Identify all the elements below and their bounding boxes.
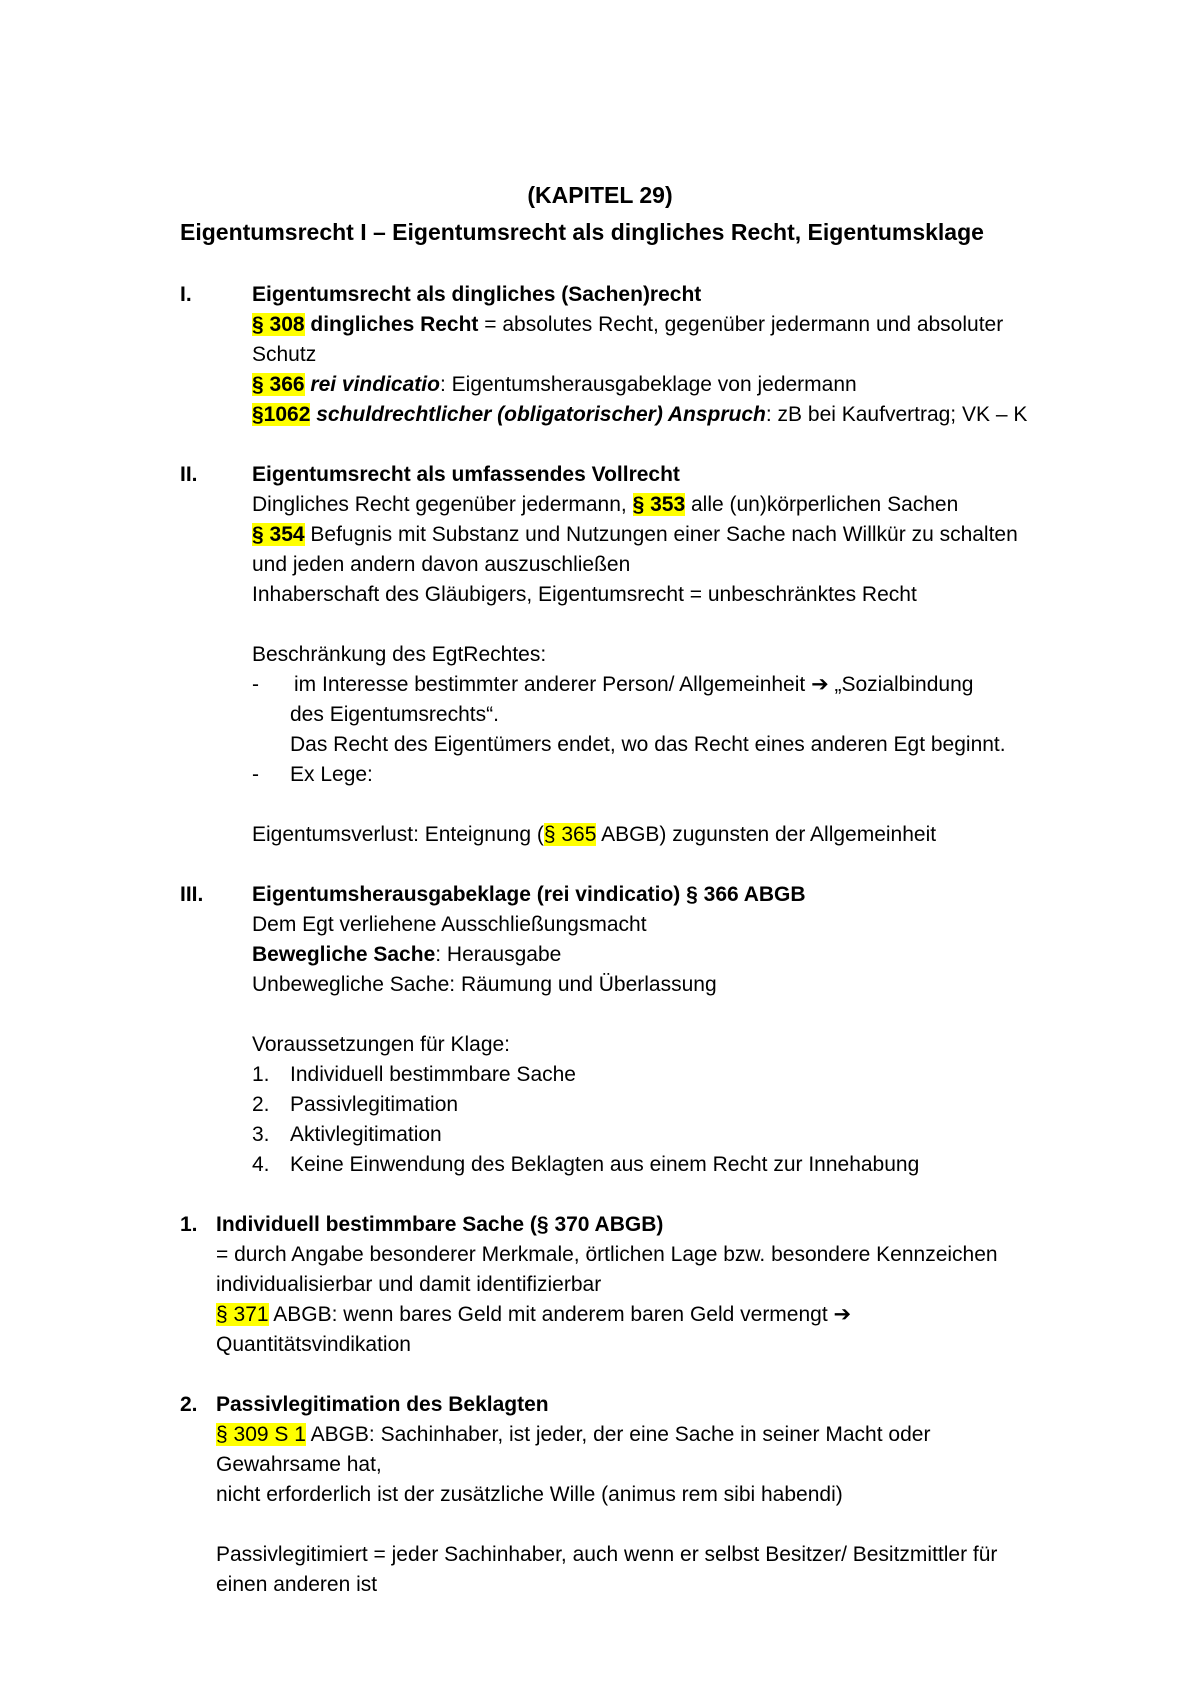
paragraph-line: Unbewegliche Sache: Räumung und Überlassung [252, 973, 717, 996]
section-heading: Eigentumsherausgabeklage (rei vindicatio) § 366 ABGB [252, 883, 806, 906]
list-item-number: 3. [252, 1123, 270, 1146]
paragraph-line [252, 820, 936, 850]
law-reference: §1062 [252, 403, 311, 426]
list-item: Aktivlegitimation [290, 1123, 442, 1146]
law-reference: § 365 [543, 823, 597, 846]
paragraph-line: individualisierbar und damit identifizierbar [216, 1273, 602, 1296]
bold-italic-term: schuldrechtlicher (obligatorischer) Anspruch [310, 403, 766, 426]
section-heading: Eigentumsrecht als dingliches (Sachen)recht [252, 283, 702, 306]
paragraph-line: Passivlegitimiert = jeder Sachinhaber, auch wenn er selbst Besitzer/ Besitzmittler für [216, 1543, 998, 1566]
line-text: ABGB: wenn bares Geld mit anderem baren Geld vermengt ➔ [268, 1303, 852, 1326]
list-item: Keine Einwendung des Beklagten aus einem Recht zur Innehabung [290, 1153, 920, 1176]
law-reference: § 308 [252, 313, 305, 336]
paragraph-line: = durch Angabe besonderer Merkmale, örtlichen Lage bzw. besondere Kennzeichen [216, 1243, 998, 1266]
bullet-text: des Eigentumsrechts“. [290, 703, 499, 726]
law-reference: § 353 [632, 493, 686, 516]
paragraph-line [252, 940, 561, 970]
list-item-number: 2. [252, 1093, 270, 1116]
paragraph-line [216, 1300, 851, 1330]
paragraph-line: Gewahrsame hat, [216, 1453, 382, 1476]
bold-term: dingliches Recht [304, 313, 479, 336]
paragraph-line [252, 400, 1027, 430]
paragraph-line: Schutz [252, 343, 317, 366]
bullet-text: im Interesse bestimmter anderer Person/ Allgemeinheit ➔ „Sozialbindung [294, 673, 974, 696]
paragraph-line: Dem Egt verliehene Ausschließungsmacht [252, 913, 647, 936]
bullet-dash: - [252, 673, 259, 696]
paragraph-line: einen anderen ist [216, 1573, 378, 1596]
bullet-dash: - [252, 763, 259, 786]
paragraph-line: Quantitätsvindikation [216, 1333, 411, 1356]
bullet-text: Das Recht des Eigentümers endet, wo das Recht eines anderen Egt beginnt. [290, 733, 1006, 756]
prerequisites-title: Voraussetzungen für Klage: [252, 1033, 511, 1056]
section-heading: Eigentumsrecht als umfassendes Vollrecht [252, 463, 680, 486]
document-title: Eigentumsrecht I – Eigentumsrecht als dingliches Recht, Eigentumsklage [180, 219, 984, 245]
law-reference: § 366 [252, 373, 305, 396]
line-text: : Herausgabe [435, 943, 562, 966]
paragraph-line: Inhaberschaft des Gläubigers, Eigentumsrecht = unbeschränktes Recht [252, 583, 917, 606]
line-text: ABGB: Sachinhaber, ist jeder, der eine Sache in seiner Macht oder [305, 1423, 931, 1446]
subsection-number: 2. [180, 1393, 198, 1416]
section-number: III. [180, 883, 204, 906]
law-reference: § 309 S 1 [216, 1423, 306, 1446]
section-number: II. [180, 463, 198, 486]
paragraph-line [252, 370, 857, 400]
bold-term: Bewegliche Sache [252, 943, 436, 966]
paragraph-line: und jeden andern davon auszuschließen [252, 553, 631, 576]
line-text: Dingliches Recht gegenüber jedermann, [252, 493, 633, 516]
list-item: Individuell bestimmbare Sache [290, 1063, 576, 1086]
line-text: : Eigentumsherausgabeklage von jedermann [439, 373, 857, 396]
line-text: = absolutes Recht, gegenüber jedermann und absoluter [478, 313, 1004, 336]
paragraph-line: nicht erforderlich ist der zusätzliche Wille (animus rem sibi habendi) [216, 1483, 843, 1506]
chapter-label: (KAPITEL 29) [527, 182, 673, 208]
paragraph-line [252, 520, 1018, 550]
line-text: Eigentumsverlust: Enteignung ( [252, 823, 544, 846]
section-number: I. [180, 283, 192, 306]
list-item-number: 4. [252, 1153, 270, 1176]
line-text: ABGB) zugunsten der Allgemeinheit [596, 823, 937, 846]
line-text: Befugnis mit Substanz und Nutzungen einer Sache nach Willkür zu schalten [304, 523, 1018, 546]
paragraph-line [252, 490, 958, 520]
subsection-heading: Passivlegitimation des Beklagten [216, 1393, 549, 1416]
list-item: Passivlegitimation [290, 1093, 459, 1116]
subsection-number: 1. [180, 1213, 198, 1236]
law-reference: § 354 [252, 523, 305, 546]
law-reference: § 371 [216, 1303, 269, 1326]
paragraph-line [252, 310, 1003, 340]
bullet-text: Ex Lege: [290, 763, 373, 786]
subsection-heading: Individuell bestimmbare Sache (§ 370 ABGB) [216, 1213, 664, 1236]
line-text: alle (un)körperlichen Sachen [685, 493, 959, 516]
restriction-title: Beschränkung des EgtRechtes: [252, 643, 547, 666]
paragraph-line [216, 1420, 930, 1450]
latin-term: rei vindicatio [304, 373, 440, 396]
list-item-number: 1. [252, 1063, 270, 1086]
line-text: : zB bei Kaufvertrag; VK – K [765, 403, 1028, 426]
